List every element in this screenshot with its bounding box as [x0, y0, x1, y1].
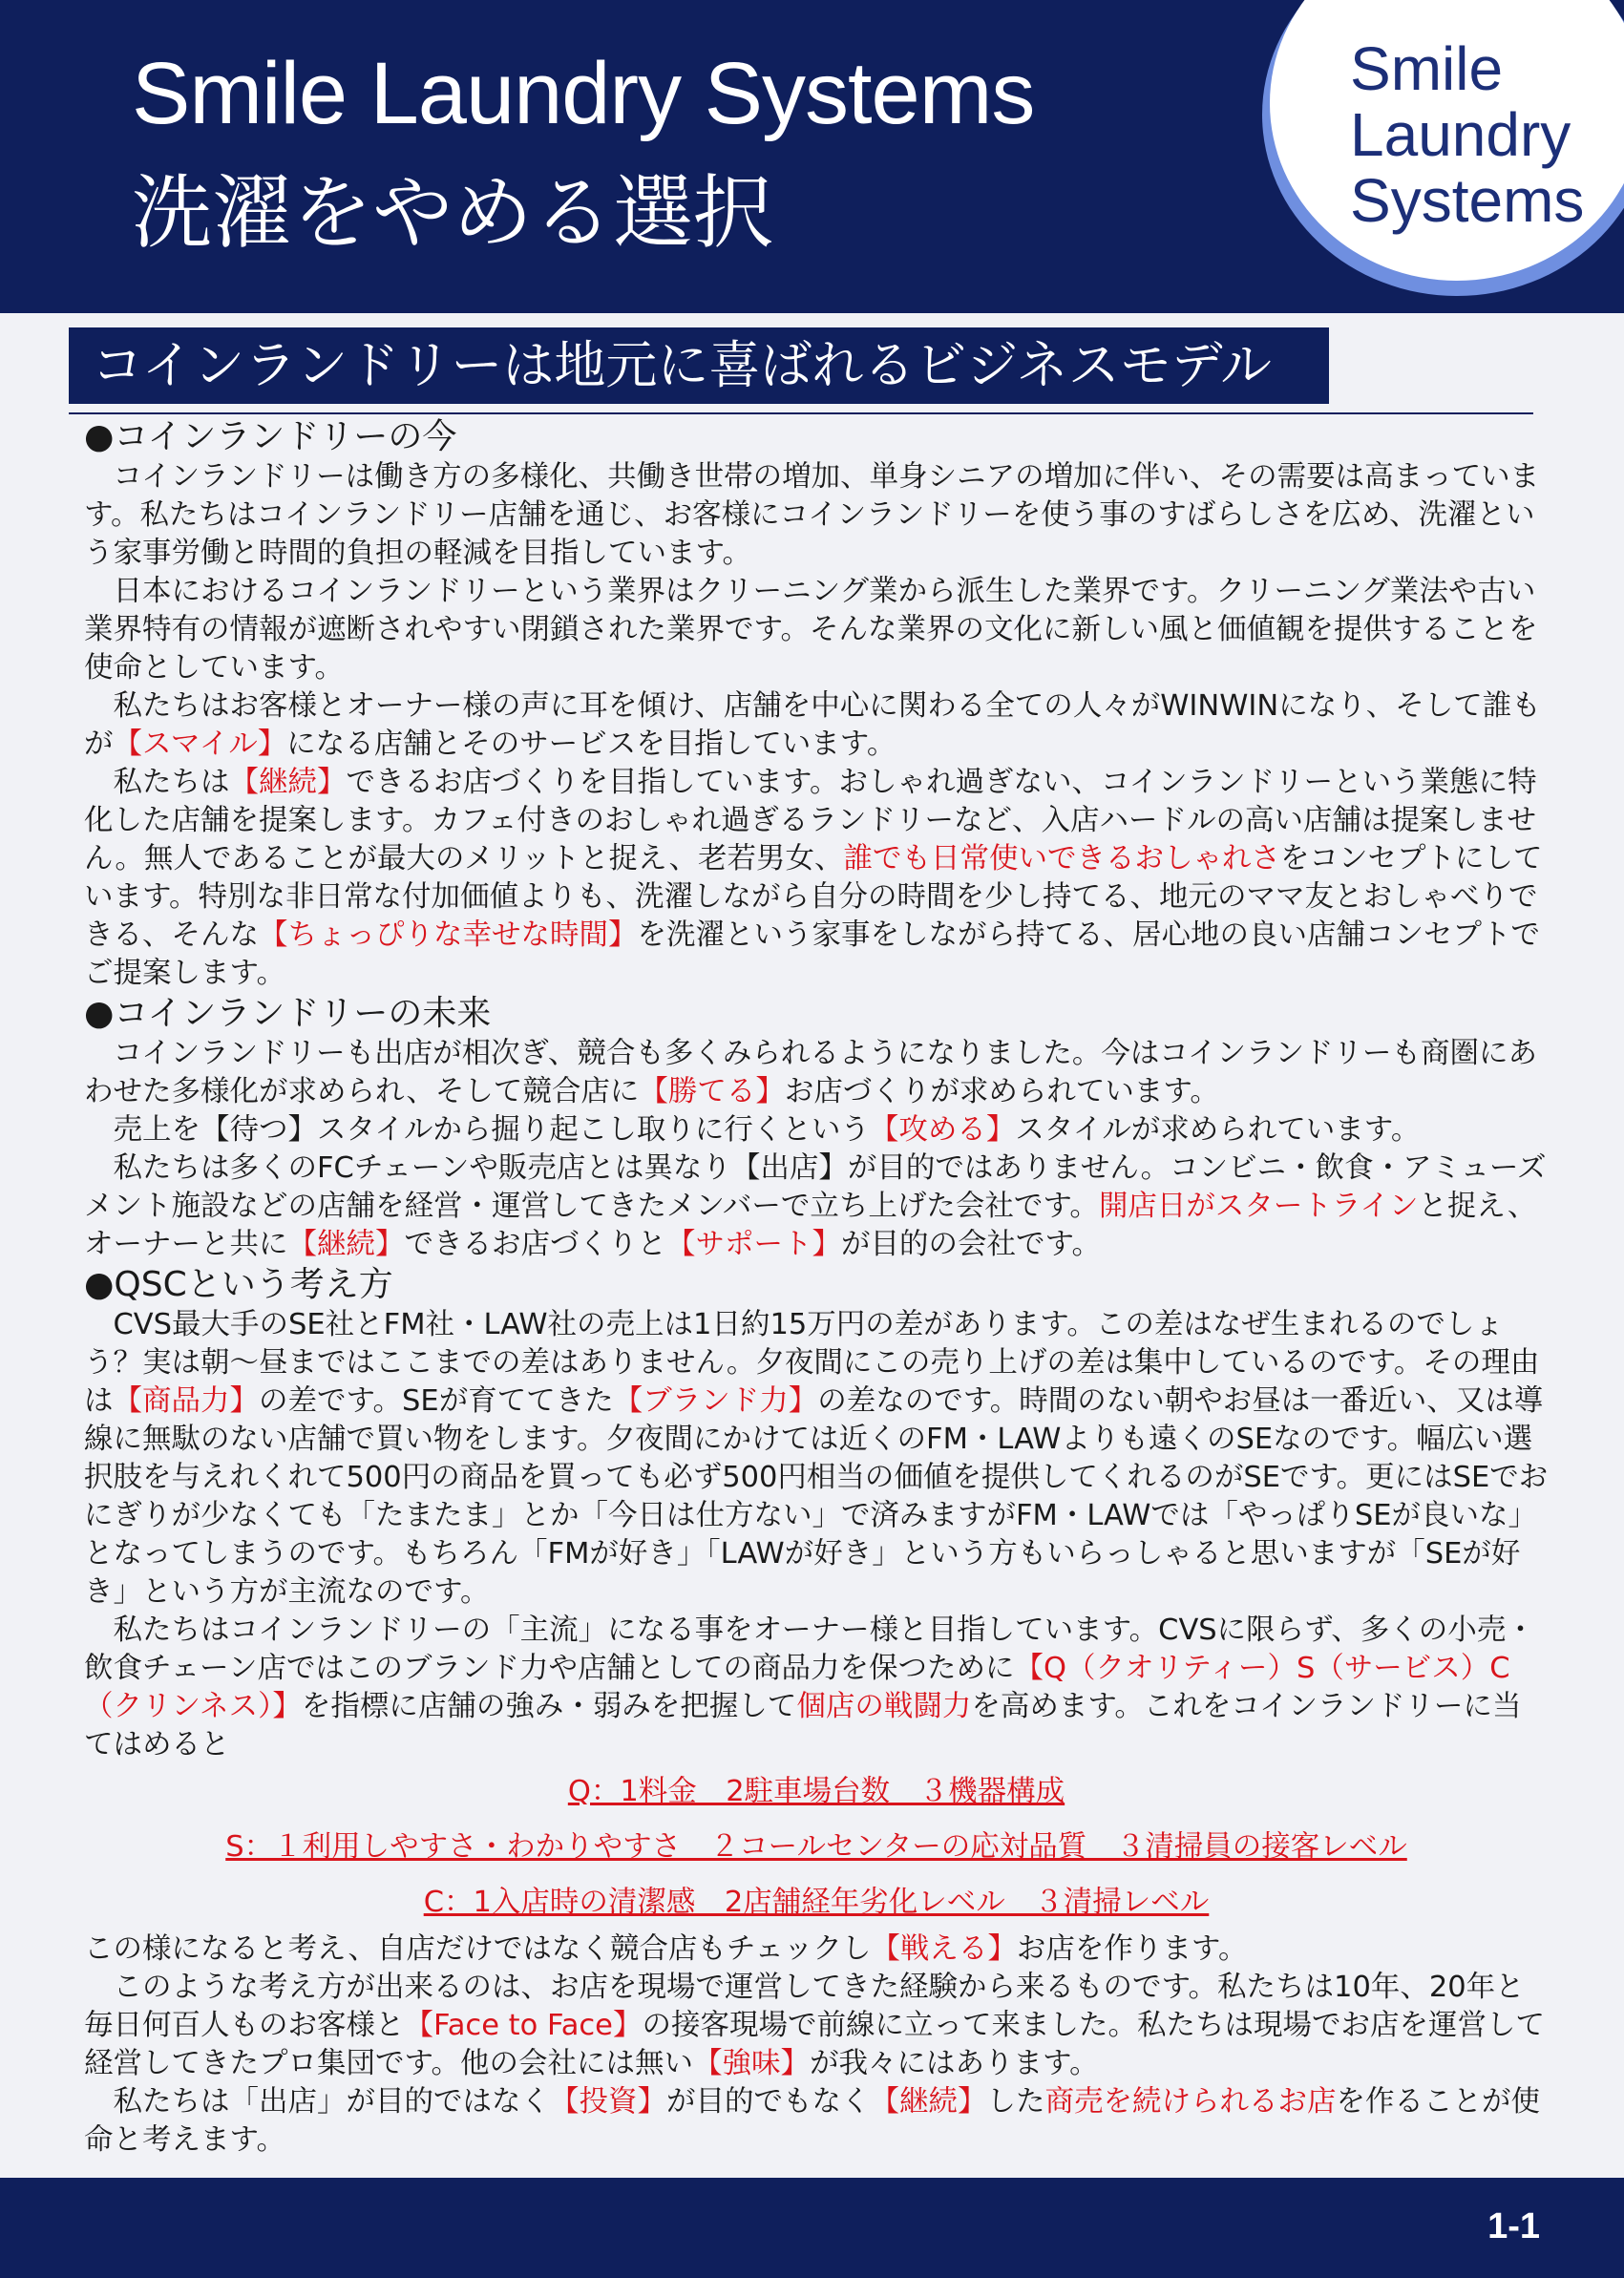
text: CVS最大手のSE社とFM社・LAW社の売上は1日約15万円の差があります。この差はなぜ生まれるのでしょう？実は朝～昼まではここまでの差はありません。夕夜間にこの売り上げの差は集中しているのです。その理由は [84, 1308, 1540, 1418]
text: を作ることが使命と考えます。 [84, 2085, 1540, 2157]
highlight-text: 【ちょっぴりな幸せな時間】 [259, 918, 638, 952]
highlight-text: 【強味】 [693, 2047, 811, 2080]
text: 私たちは多くのFCチェーンや販売店とは異なり【出店】が目的ではありません。コンビニ・飲食・アミューズメント施設などの店舗を経営・運営してきたメンバーで立ち上げた会社です。 [84, 1151, 1547, 1223]
text: と捉え、オーナーと共に [84, 1190, 1537, 1261]
highlight-text: 【継続】 [870, 2085, 987, 2119]
heading-qsc: ●QSCという考え方 [84, 1265, 393, 1304]
text: 売上を【待つ】スタイルから掘り起こし取りに行くという [113, 1113, 870, 1147]
text: お店づくりが求められています。 [784, 1075, 1219, 1108]
highlight-text: 【勝てる】 [639, 1075, 785, 1108]
text: 私たちは「出店」が目的ではなく [113, 2085, 550, 2119]
main-content [84, 416, 1549, 2160]
brand-title: Smile Laundry Systems [132, 45, 1035, 142]
highlight-text: 【攻める】 [869, 1113, 1016, 1147]
logo [1350, 36, 1598, 234]
qsc-cleanliness-text: C：1入店時の清潔感 2店舗経年劣化レベル ３清掃レベル [423, 1886, 1210, 1919]
text: を高めます。これをコインランドリーに当てはめると [84, 1690, 1522, 1761]
highlight-text: 【Face to Face】 [404, 2009, 643, 2042]
text: コインランドリーも出店が相次ぎ、競合も多くみられるようになりました。今はコインランドリーも商圏にあわせた多様化が求められ、そして競合店に [84, 1037, 1537, 1108]
highlight-text: 【継続】 [287, 1228, 405, 1261]
qsc-service-line [84, 1820, 1549, 1875]
text: 私たちはコインランドリーの「主流」になる事をオーナー様と目指しています。CVSに限らず、多くの小売・飲食チェーン店ではこのブランド力や店舗としての商品力を保つために [84, 1614, 1535, 1685]
highlight-text: 【ブランド力】 [613, 1384, 818, 1418]
heading-now: ●コインランドリーの今 [84, 417, 457, 456]
paragraph: 日本におけるコインランドリーという業界はクリーニング業から派生した業界です。クリーニング業法や古い業界特有の情報が遮断されやすい閉鎖された業界です。そんな業界の文化に新しい風と価値観を提供することを使命としています。 [84, 575, 1538, 685]
section-title: コインランドリーは地元に喜ばれるビジネスモデル [69, 327, 1329, 404]
highlight-text: 商売を続けられるお店 [1044, 2085, 1337, 2119]
paragraph [84, 1306, 1549, 1612]
text: を洗濯という家事をしながら持てる、居心地の良い店舗コンセプトでご提案します。 [84, 918, 1540, 990]
highlight-text: 【投資】 [550, 2085, 666, 2119]
highlight-text: 【スマイル】 [113, 728, 287, 761]
logo-line: Smile [1350, 34, 1504, 103]
text: お店を作ります。 [1016, 1932, 1248, 1966]
paragraph [84, 2083, 1549, 2160]
paragraph [84, 1930, 1549, 1969]
text: が目的でもなく [666, 2085, 871, 2119]
text: になる店舗とそのサービスを目指しています。 [286, 728, 896, 761]
logo-line: Laundry [1350, 100, 1571, 169]
paragraph [84, 1111, 1549, 1150]
text: が目的の会社です。 [841, 1228, 1102, 1261]
text: が我々にはあります。 [810, 2047, 1099, 2080]
highlight-text: 【戦える】 [871, 1932, 1017, 1966]
text: スタイルが求められています。 [1015, 1113, 1421, 1147]
section-divider [69, 412, 1533, 414]
highlight-text: 開店日がスタートライン [1098, 1190, 1419, 1223]
paragraph [84, 687, 1549, 764]
brand-subtitle: 洗濯をやめる選択 [132, 166, 774, 260]
qsc-quality-line [84, 1764, 1549, 1820]
page-header [0, 0, 1624, 313]
page-number: 1-1 [1487, 2206, 1540, 2246]
text: をコンセプトにしています。特別な非日常な付加価値よりも、洗濯しながら自分の時間を少し持てる、地元のママ友とおしゃべりできる、そんな [84, 842, 1543, 952]
text: 私たちはお客様とオーナー様の声に耳を傾け、店舗を中心に関わる全ての人々がWINWINになり、そして誰もが [84, 689, 1541, 761]
text: の差です。SEが育ててきた [259, 1384, 614, 1418]
highlight-text: 【サポート】 [666, 1228, 841, 1261]
text: できるお店づくりを目指しています。おしゃれ過ぎない、コインランドリーという業態に特化した店舗を提案します。カフェ付きのおしゃれ過ぎるランドリーなど、入店ハードルの高い店舗は提案しません。無人であることが最大のメリットと捉え、老若男女、 [84, 766, 1537, 875]
qsc-quality-text: Q：1料金 2駐車場台数 ３機器構成 [567, 1775, 1065, 1808]
text: 私たちは [113, 766, 230, 799]
text: できるお店づくりと [404, 1228, 666, 1261]
text: このような考え方が出来るのは、お店を現場で運営してきた経験から来るものです。私たちは10年、20年と毎日何百人ものお客様と [84, 1971, 1525, 2042]
text: の差なのです。時間のない朝やお昼は一番近い、又は導線に無駄のない店舗で買い物をします。夕夜間にかけては近くのFM・LAWよりも遠くのSEなのです。幅広い選択肢を与えれくれて500円の商品を買っても必ず500円相当の価値を提供してくれるのがSEです。更にはSEでおにぎりが少なくても「たまたま」とか「今日は仕方ない」で済みますがFM・LAWでは「やっぱりSEが良いな」となってしまうのです。もちろん「FMが好き」「LAWが好き」という方もいらっしゃると思いますが「SEが好き」という方が主流なのです。 [84, 1384, 1549, 1609]
qsc-cleanliness-line [84, 1875, 1549, 1930]
paragraph [84, 1035, 1549, 1111]
text: この様になると考え、自店だけではなく競合店もチェックし [84, 1932, 872, 1966]
paragraph [84, 1612, 1549, 1764]
paragraph [84, 764, 1549, 993]
heading-future: ●コインランドリーの未来 [84, 994, 492, 1033]
text: の接客現場で前線に立って来ました。私たちは現場でお店を運営して経営してきたプロ集団です。他の会社には無い [84, 2009, 1545, 2080]
paragraph [84, 1150, 1549, 1264]
text: を指標に店舗の強み・弱みを把握して [301, 1690, 797, 1723]
logo-line: Systems [1350, 166, 1585, 235]
paragraph: コインランドリーは働き方の多様化、共働き世帯の増加、単身シニアの増加に伴い、その需要は高まっています。私たちはコインランドリー店舗を通じ、お客様にコインランドリーを使う事のすばらしさを広め、洗濯という家事労働と時間的負担の軽減を目指しています。 [84, 460, 1540, 570]
qsc-service-text: S：１利用しやすさ・わかりやすさ ２コールセンターの応対品質 ３清掃員の接客レベル [225, 1830, 1407, 1864]
highlight-text: 【継続】 [229, 766, 347, 799]
highlight-text: 【商品力】 [113, 1384, 259, 1418]
highlight-text: 【Q（クオリティー）S（サービス）C（クリンネス）】 [84, 1652, 1510, 1723]
highlight-text: 個店の戦闘力 [796, 1690, 972, 1723]
text: した [986, 2085, 1045, 2119]
paragraph [84, 1969, 1549, 2083]
page-footer [0, 2178, 1624, 2278]
highlight-text: 誰でも日常使いできるおしゃれさ [843, 842, 1280, 875]
